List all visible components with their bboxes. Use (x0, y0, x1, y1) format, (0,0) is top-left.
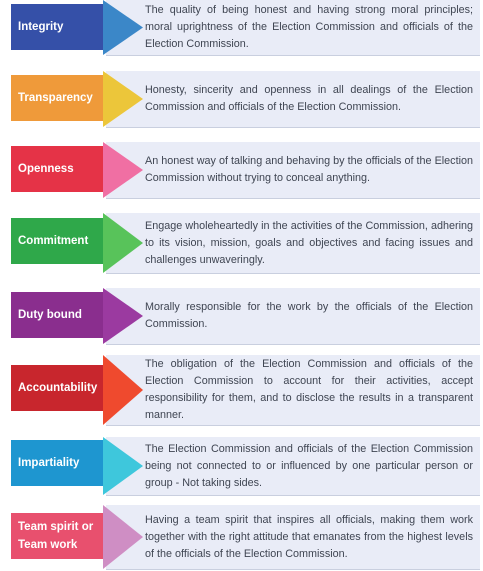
value-description (145, 355, 473, 425)
value-label (11, 365, 103, 411)
value-row-commitment (0, 213, 483, 273)
value-description (145, 71, 473, 127)
value-label (11, 440, 103, 486)
description-text: The obligation of the Election Commission and officials of the Election Commission to account for their activities, accept responsibility for them, and to disclose the results in a transparent manner. (145, 358, 473, 421)
value-description (145, 437, 473, 495)
value-title: Integrity (18, 21, 64, 33)
description-text: Morally responsible for the work by the officials of the Election Commission. (145, 301, 473, 330)
value-title: Impartiality (18, 457, 80, 469)
value-title: Accountability (18, 382, 98, 394)
value-description (145, 213, 473, 273)
value-title: Duty bound (18, 309, 82, 321)
value-description (145, 505, 473, 569)
description-text: Honesty, sincerity and openness in all dealings of the Election Commission and officials of the Election Commission. (145, 84, 473, 113)
value-row-openness (0, 142, 483, 198)
value-title: Openness (18, 163, 74, 175)
value-title: Transparency (18, 92, 93, 104)
value-row-duty-bound (0, 288, 483, 344)
value-label (11, 146, 103, 192)
value-label (11, 513, 103, 559)
description-text: Engage wholeheartedly in the activities of the Commission, adhering to its vision, mission, goals and objectives and facing issues and challenges unwaveringly. (145, 219, 473, 266)
value-label (11, 292, 103, 338)
value-row-transparency (0, 71, 483, 127)
value-description (145, 288, 473, 344)
value-description (145, 0, 473, 55)
value-row-integrity (0, 0, 483, 55)
value-label (11, 218, 103, 264)
value-title: Commitment (18, 235, 89, 247)
value-title: Team spirit or Team work (18, 521, 94, 551)
value-description (145, 142, 473, 198)
description-text: The Election Commission and officials of the Election Commission being not connected to or influenced by one particular person or group - Not taking sides. (145, 442, 473, 489)
value-label (11, 4, 103, 50)
description-text: An honest way of talking and behaving by the officials of the Election Commission without trying to conceal anything. (145, 155, 473, 184)
value-row-impartiality (0, 437, 483, 495)
description-text: The quality of being honest and having strong moral principles; moral uprightness of the Election Commission and officials of the Election Commission. (145, 4, 473, 50)
value-row-team-spirit-or-team-work (0, 505, 483, 569)
value-row-accountability (0, 355, 483, 425)
value-label (11, 75, 103, 121)
description-text: Having a team spirit that inspires all officials, making them work together with the right attitude that emanates from the highest levels of the officials of the Election Commission. (145, 513, 473, 560)
